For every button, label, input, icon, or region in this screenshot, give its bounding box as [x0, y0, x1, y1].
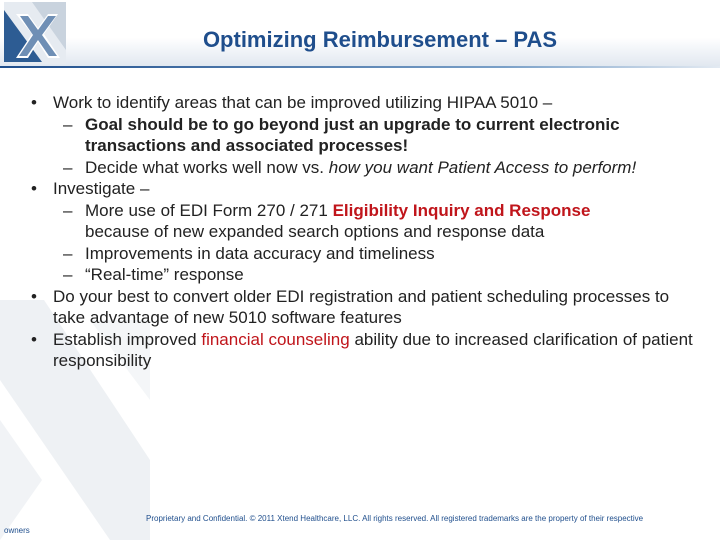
bullet-text-part: ability due to increased clarification of patient responsibility [53, 329, 693, 370]
bullet-marker: • [31, 286, 37, 306]
dash-marker: – [63, 114, 73, 134]
bullet-marker: • [31, 329, 37, 349]
sub-bullet-text: Goal should be to go beyond just an upgrade to current electronic transactions and associated processes! [85, 114, 620, 155]
sub-bullet-text: Improvements in data accuracy and timeliness [85, 243, 435, 263]
dash-marker: – [63, 243, 73, 263]
sub-bullet-text-part: because of new expanded search options and response data [85, 222, 545, 241]
bullet-item [0, 329, 720, 372]
footer-copyright-continued: owners [4, 526, 30, 535]
bullet-item [0, 178, 720, 200]
bullet-list [0, 92, 720, 372]
xtend-x-logo-icon [2, 2, 74, 64]
bullet-text: Investigate – [53, 179, 150, 198]
footer-copyright: Proprietary and Confidential. © 2011 Xtend Healthcare, LLC. All rights reserved. All registered trademarks are the property of their respective [146, 514, 644, 523]
bullet-item [0, 286, 720, 329]
highlight-text: Eligibility Inquiry and Response [332, 200, 591, 220]
sub-bullet-italic-text: how you want Patient Access to perform! [328, 157, 637, 177]
bullet-text: Do your best to convert older EDI registration and patient scheduling processes to take advantage of new 5010 software features [53, 286, 670, 327]
bullet-text-part: Establish improved [53, 329, 202, 349]
page-title: Optimizing Reimbursement – PAS [202, 27, 558, 52]
sub-bullet-item [0, 264, 720, 286]
bullet-text: Work to identify areas that can be improved utilizing HIPAA 5010 – [53, 93, 553, 112]
sub-bullet-item [0, 200, 720, 243]
header-divider [0, 66, 720, 68]
bullet-text [0, 329, 693, 372]
sub-bullet-text [0, 200, 655, 243]
sub-bullet-text-part: More use of EDI Form 270 / 271 [85, 200, 333, 220]
highlight-text: financial counseling [201, 329, 350, 349]
dash-marker: – [63, 265, 73, 284]
sub-bullet-text: “Real-time” response [85, 265, 244, 284]
dash-marker: – [63, 157, 73, 177]
bullet-item [0, 92, 720, 114]
sub-bullet-item [0, 243, 720, 265]
sub-bullet-item [0, 114, 720, 157]
dash-marker: – [63, 200, 73, 220]
sub-bullet-text [0, 157, 655, 179]
bullet-marker: • [31, 179, 37, 198]
sub-bullet-text-part: Decide what works well now vs. [85, 157, 329, 177]
sub-bullet-item [0, 157, 720, 179]
bullet-marker: • [31, 93, 37, 112]
